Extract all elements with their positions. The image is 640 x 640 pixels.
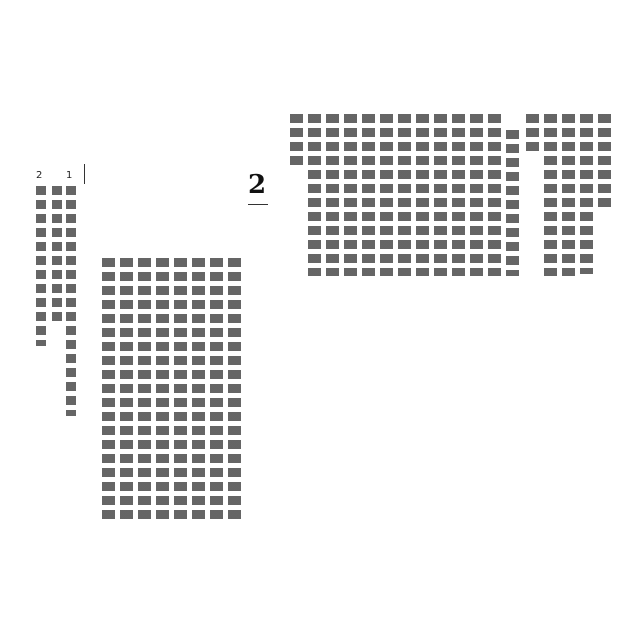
text-column — [138, 258, 151, 520]
text-column — [362, 114, 375, 276]
text-column — [562, 114, 575, 276]
footnote-text — [66, 186, 76, 416]
text-column — [526, 114, 539, 152]
text-column — [470, 114, 483, 276]
text-column — [488, 114, 501, 276]
footnote-text — [52, 186, 62, 326]
chapter-rule — [248, 204, 268, 205]
text-column — [506, 130, 519, 276]
footnote-number: 2 — [36, 170, 43, 181]
text-column — [598, 114, 611, 212]
text-column — [228, 258, 241, 520]
chapter-number: 2 — [248, 170, 267, 200]
text-column — [344, 114, 357, 276]
text-column — [120, 258, 133, 520]
footnote-rule — [84, 164, 85, 184]
text-column — [192, 258, 205, 520]
text-column — [308, 114, 321, 276]
text-column — [380, 114, 393, 276]
footnote-text — [36, 186, 46, 346]
footnote-number: 1 — [66, 170, 73, 181]
text-column — [398, 114, 411, 276]
text-column — [174, 258, 187, 520]
text-column — [210, 258, 223, 520]
text-column — [326, 114, 339, 276]
text-column — [434, 114, 447, 276]
text-column — [544, 114, 557, 276]
text-column — [290, 114, 303, 166]
text-column — [580, 114, 593, 274]
text-column — [452, 114, 465, 276]
text-column — [102, 258, 115, 520]
text-column — [156, 258, 169, 520]
text-column — [416, 114, 429, 276]
